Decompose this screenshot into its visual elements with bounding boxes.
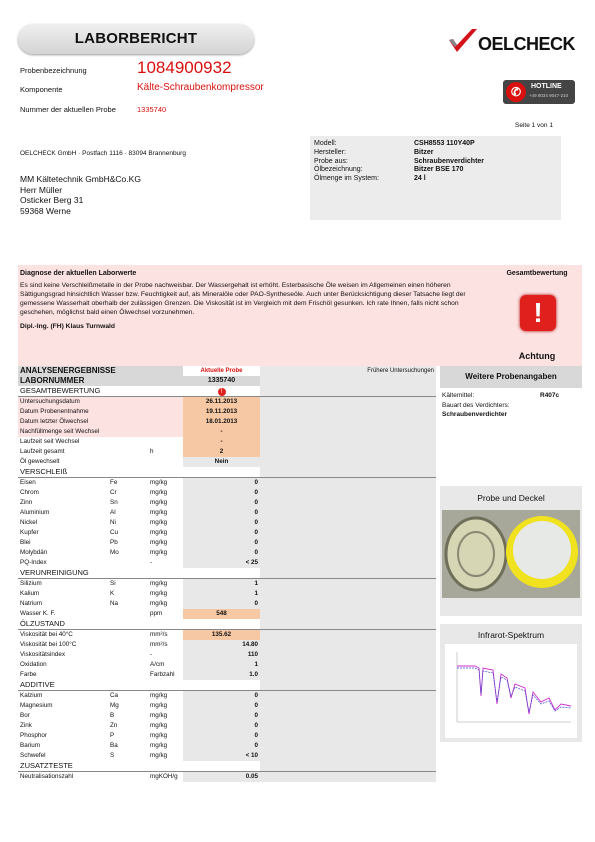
param-value: 0 [183,548,260,558]
current-sample-header: Aktuelle Probe [183,366,260,376]
param-name: PQ-Index [20,559,47,566]
table-row [18,528,436,538]
param-unit: mg/kg [150,742,168,749]
table-row [18,498,436,508]
section-title: GESAMTBEWERTUNG [18,386,183,397]
sender-line: OELCHECK GmbH · Postfach 1116 · 83094 Brannenburg [20,150,186,157]
param-unit: mg/kg [150,499,168,506]
param-unit: - [150,651,153,658]
earlier-value [260,538,436,548]
table-row [18,640,436,650]
param-value: 0.05 [183,772,260,783]
table-row [18,558,436,568]
param-value: 0 [183,731,260,741]
table-row [18,538,436,548]
param-unit [148,417,183,427]
param-name: Nickel [20,519,38,526]
earlier-value [260,407,436,417]
hotline-number: +49 8034 9047-210 [529,93,569,98]
overall-status: Achtung [518,351,556,361]
table-row [18,457,436,467]
param-symbol [108,457,148,467]
table-row [18,407,436,417]
table-row [18,548,436,558]
param-value: 19.11.2013 [183,407,260,417]
param-name: Phosphor [20,732,47,739]
param-unit: mg/kg [150,722,168,729]
earlier-value [260,417,436,427]
param-name: Blei [20,539,31,546]
earlier-value [260,488,436,498]
param-value: Nein [183,457,260,467]
param-symbol: Ni [110,519,116,526]
earlier-value [260,609,436,619]
param-unit: mm²/s [150,631,168,638]
checkmark-logo-icon [446,26,480,56]
section-header [18,386,436,397]
param-name: Kalium [20,590,40,597]
param-name: Molybdän [20,549,48,556]
param-unit: mg/kg [150,600,168,607]
section-header [18,568,436,579]
refrigerant-label: Kältemittel: [442,392,475,399]
param-symbol [108,427,148,437]
table-row [18,427,436,437]
komponente-value: Kälte-Schraubenkompressor [137,82,264,93]
param-unit [148,427,183,437]
earlier-value [260,528,436,538]
param-unit: A/cm [150,661,165,668]
section-header [18,467,436,478]
param-symbol: Cr [110,489,117,496]
param-value: 1 [183,579,260,590]
param-name: Magnesium [20,702,53,709]
table-row [18,721,436,731]
info-label: Hersteller: [314,148,346,156]
earlier-value [260,640,436,650]
info-value: Schraubenverdichter [414,157,485,165]
param-unit: mg/kg [150,692,168,699]
table-row [18,609,436,619]
param-symbol: Sn [110,499,118,506]
earlier-value [260,751,436,761]
param-name: Bor [20,712,30,719]
param-unit: mg/kg [150,539,168,546]
param-unit: mg/kg [150,489,168,496]
param-value: 0 [183,498,260,508]
earlier-value [260,721,436,731]
earlier-value [260,579,436,590]
earlier-value [260,701,436,711]
param-name: Natrium [20,600,43,607]
section-title: VERUNREINIGUNG [18,568,183,579]
info-value: Bitzer BSE 170 [414,166,464,174]
param-unit: Farbzahl [150,671,175,678]
param-value: 26.11.2013 [183,397,260,408]
param-value: 0 [183,488,260,498]
table-row [18,630,436,641]
param-unit: mg/kg [150,590,168,597]
table-row [18,751,436,761]
earlier-value [260,630,436,641]
param-value: 18.01.2013 [183,417,260,427]
section-status [183,568,260,579]
ir-panel [440,624,582,742]
param-symbol [108,609,148,619]
table-row [18,579,436,590]
info-label: Ölmenge im System: [314,175,379,183]
param-name: Laufzeit seit Wechsel [20,438,80,445]
param-name: Öl gewechselt [20,458,60,465]
warning-dot-icon: ! [218,388,226,396]
earlier-value [260,548,436,558]
param-symbol [108,407,148,417]
param-value: 135.62 [183,630,260,641]
table-row [18,478,436,489]
param-symbol [108,650,148,660]
diagnosis-author: Dipl.-Ing. (FH) Klaus Turnwald [20,323,115,330]
photo-title: Probe und Deckel [477,493,545,503]
diagnosis-box [18,265,492,366]
param-symbol: Ba [110,742,118,749]
probenbezeichnung-value: 1084900932 [137,58,232,77]
earlier-value [260,650,436,660]
param-name: Wasser K. F. [20,610,56,617]
param-value: 2 [183,447,260,457]
earlier-value [260,397,436,408]
section-status [183,680,260,691]
address-line: Herr Müller [20,184,63,195]
ir-title: Infrarot-Spektrum [477,630,545,640]
earlier-value [260,731,436,741]
param-name: Silizium [20,580,42,587]
param-name: Zinn [20,499,33,506]
param-name: Oxidation [20,661,47,668]
param-unit [148,437,183,447]
section-header [18,619,436,630]
param-unit: h [150,448,154,455]
param-symbol: Mo [110,549,119,556]
earlier-value [260,691,436,702]
param-value: 0 [183,508,260,518]
ir-spectrum-image[interactable] [445,644,577,738]
address-line: 59368 Werne [20,205,71,216]
param-value: 548 [183,609,260,619]
param-value: < 10 [183,751,260,761]
info-label: Modell: [314,140,337,147]
side-info [440,388,582,472]
section-status [183,761,260,772]
param-symbol: Si [110,580,116,587]
param-symbol: Al [110,509,116,516]
hotline-badge[interactable] [503,80,575,104]
earlier-value [260,670,436,680]
param-symbol [108,417,148,427]
param-symbol: Na [110,600,119,607]
param-unit: mm²/s [150,641,168,648]
probennummer-value: 1335740 [137,105,167,114]
earlier-value [260,741,436,751]
earlier-value [260,772,436,783]
param-name: Untersuchungsdatum [18,397,108,408]
labnum-label: LABORNUMMER [18,376,183,386]
hotline-label: HOTLINE [531,83,562,90]
earlier-value [260,508,436,518]
param-symbol [108,670,148,680]
param-name: Viskosität bei 100°C [20,641,77,648]
compressor-type-value: Schraubenverdichter [442,411,508,418]
param-value: 0 [183,528,260,538]
param-unit: mg/kg [150,712,168,719]
param-symbol: S [110,752,115,759]
table-row [18,397,436,408]
table-row [18,660,436,670]
param-name: Nachfüllmenge seit Wechsel [18,427,108,437]
param-unit: ppm [150,610,163,617]
param-name: Zink [20,722,32,729]
earlier-value [260,447,436,457]
param-unit: mgKOH/g [150,773,178,780]
results-title: ANALYSENERGEBNISSE [18,366,183,376]
param-symbol [108,640,148,650]
param-value: 0 [183,721,260,731]
hotline-icon: ✆ [506,82,526,102]
param-unit: mg/kg [150,479,168,486]
param-value: 1 [183,589,260,599]
section-title: ZUSATZTESTE [18,761,183,772]
param-symbol [108,630,148,641]
param-name: Farbe [20,671,37,678]
section-header [18,761,436,772]
param-name: Eisen [20,479,36,486]
report-title: LABORBERICHT [18,24,254,54]
results-table [18,366,436,782]
param-value: - [183,427,260,437]
param-name: Schwefel [20,752,46,759]
param-symbol [108,397,148,408]
earlier-value [260,599,436,609]
info-value: 24 l [414,175,426,183]
param-symbol: K [110,590,115,597]
earlier-header: Frühere Untersuchungen [260,366,436,376]
earlier-value [260,427,436,437]
photo-panel [440,486,582,616]
table-row [18,437,436,447]
overall-box [492,265,582,366]
param-unit: mg/kg [150,549,168,556]
table-row [18,488,436,498]
param-value: 0 [183,691,260,702]
earlier-value [260,478,436,489]
table-row [18,772,436,783]
param-value: 110 [183,650,260,660]
info-label: Probe aus: [314,157,348,165]
param-symbol: Pb [110,539,118,546]
param-value: 0 [183,518,260,528]
param-unit [148,407,183,417]
sample-photo-image[interactable] [442,510,580,598]
param-name: Datum letzter Ölwechsel [18,417,108,427]
section-title: ÖLZUSTAND [18,619,183,630]
recipient-address [20,174,141,216]
earlier-value [260,518,436,528]
table-row [18,711,436,721]
param-value: 0 [183,701,260,711]
param-unit: mg/kg [150,580,168,587]
table-row [18,731,436,741]
param-name: Barium [20,742,40,749]
param-value: 0 [183,538,260,548]
label-komponente: Komponente [20,85,63,94]
table-row [18,691,436,702]
param-symbol [108,772,148,783]
param-symbol: Zn [110,722,118,729]
section-header [18,680,436,691]
section-title: VERSCHLEIß [18,467,183,478]
param-value: 1.0 [183,670,260,680]
address-line: Osticker Berg 31 [20,195,84,205]
info-label: Ölbezeichnung: [314,166,363,174]
labnum-value: 1335740 [183,376,260,386]
page-number: Seite 1 von 1 [515,122,553,129]
param-name: Kalzium [20,692,43,699]
param-unit: mg/kg [150,732,168,739]
param-unit: - [150,559,153,566]
table-row [18,589,436,599]
param-symbol: Cu [110,529,119,536]
table-row [18,741,436,751]
param-value: 0 [183,478,260,489]
overall-label: Gesamtbewertung [506,270,568,277]
param-unit: mg/kg [150,702,168,709]
table-row [18,670,436,680]
label-probenbezeichnung: Probenbezeichnung [20,66,87,75]
param-value: 14.80 [183,640,260,650]
param-symbol: P [110,732,115,739]
info-value: Bitzer [414,148,434,156]
section-title: ADDITIVE [18,680,183,691]
section-status [183,619,260,630]
param-name: Kupfer [20,529,39,536]
earlier-value [260,660,436,670]
table-row [18,518,436,528]
param-unit: mg/kg [150,752,168,759]
param-value: 0 [183,711,260,721]
param-symbol [108,660,148,670]
compressor-type-label: Bauart des Verdichters: [442,402,510,409]
param-name: Datum Probenentnahme [18,407,108,417]
param-name: Laufzeit gesamt [20,448,65,455]
param-name: Aluminium [20,509,50,516]
param-symbol: Ca [110,692,119,699]
table-row [18,701,436,711]
param-unit: mg/kg [150,529,168,536]
param-unit [148,457,183,467]
table-row [18,650,436,660]
table-row [18,447,436,457]
param-symbol: Mg [110,702,119,709]
refrigerant-value: R407c [540,392,560,399]
diagnosis-title: Diagnose der aktuellen Laborwerte [20,270,137,277]
param-value: 1 [183,660,260,670]
param-unit [148,397,183,408]
param-value: 0 [183,741,260,751]
earlier-value [260,498,436,508]
label-probennummer: Nummer der aktuellen Probe [20,105,116,114]
address-line: MM Kältetechnik GmbH&Co.KG [20,174,141,184]
section-status [183,386,260,397]
earlier-value [260,589,436,599]
table-row [18,599,436,609]
param-name: Viskositätsindex [20,651,66,658]
table-row [18,508,436,518]
brand-name: OELCHECK [478,34,576,54]
param-symbol: Fe [110,479,118,486]
param-symbol [108,437,148,447]
param-value: < 25 [183,558,260,568]
sample-info-box [310,136,561,220]
earlier-value [260,437,436,447]
side-header: Weitere Probenangaben [440,366,582,388]
table-row [18,417,436,427]
diagnosis-text: Es sind keine Verschleißmetalle in der Probe nachweisbar. Der Wassergehalt ist erhöht. Esterbasische Öle weisen im Allgemeinen einen höheren Sättigungsgrad hinsichtlich Wasser bzw. Feuchtigkeit auf, als Mineralöle oder PAO-Syntheseöle. Auch unter Berücksichtigung dieser Tatsache liegt der gemessene Wasserhalt oberhalb der zulässigen Grenzen. Die Viskosität ist im Vergleich mit dem Frischöl gesunken. Ich rate Ihnen, falls nicht schon geschehen, möglichst bald einen Ölwechsel vorzunehmen. [20,282,466,316]
param-value: - [183,437,260,447]
param-unit: mg/kg [150,519,168,526]
param-symbol [108,447,148,457]
param-name: Chrom [20,489,39,496]
param-name: Viskosität bei 40°C [20,631,73,638]
param-name: Neutralisationszahl [20,773,74,780]
oelcheck-logo [446,26,581,58]
param-value: 0 [183,599,260,609]
earlier-value [260,457,436,467]
param-symbol [108,558,148,568]
earlier-value [260,558,436,568]
param-symbol: B [110,712,115,719]
info-value: CSH8553 110Y40P [414,140,475,147]
warning-icon: ! [520,295,556,331]
section-status [183,467,260,478]
param-unit: mg/kg [150,509,168,516]
earlier-value [260,711,436,721]
